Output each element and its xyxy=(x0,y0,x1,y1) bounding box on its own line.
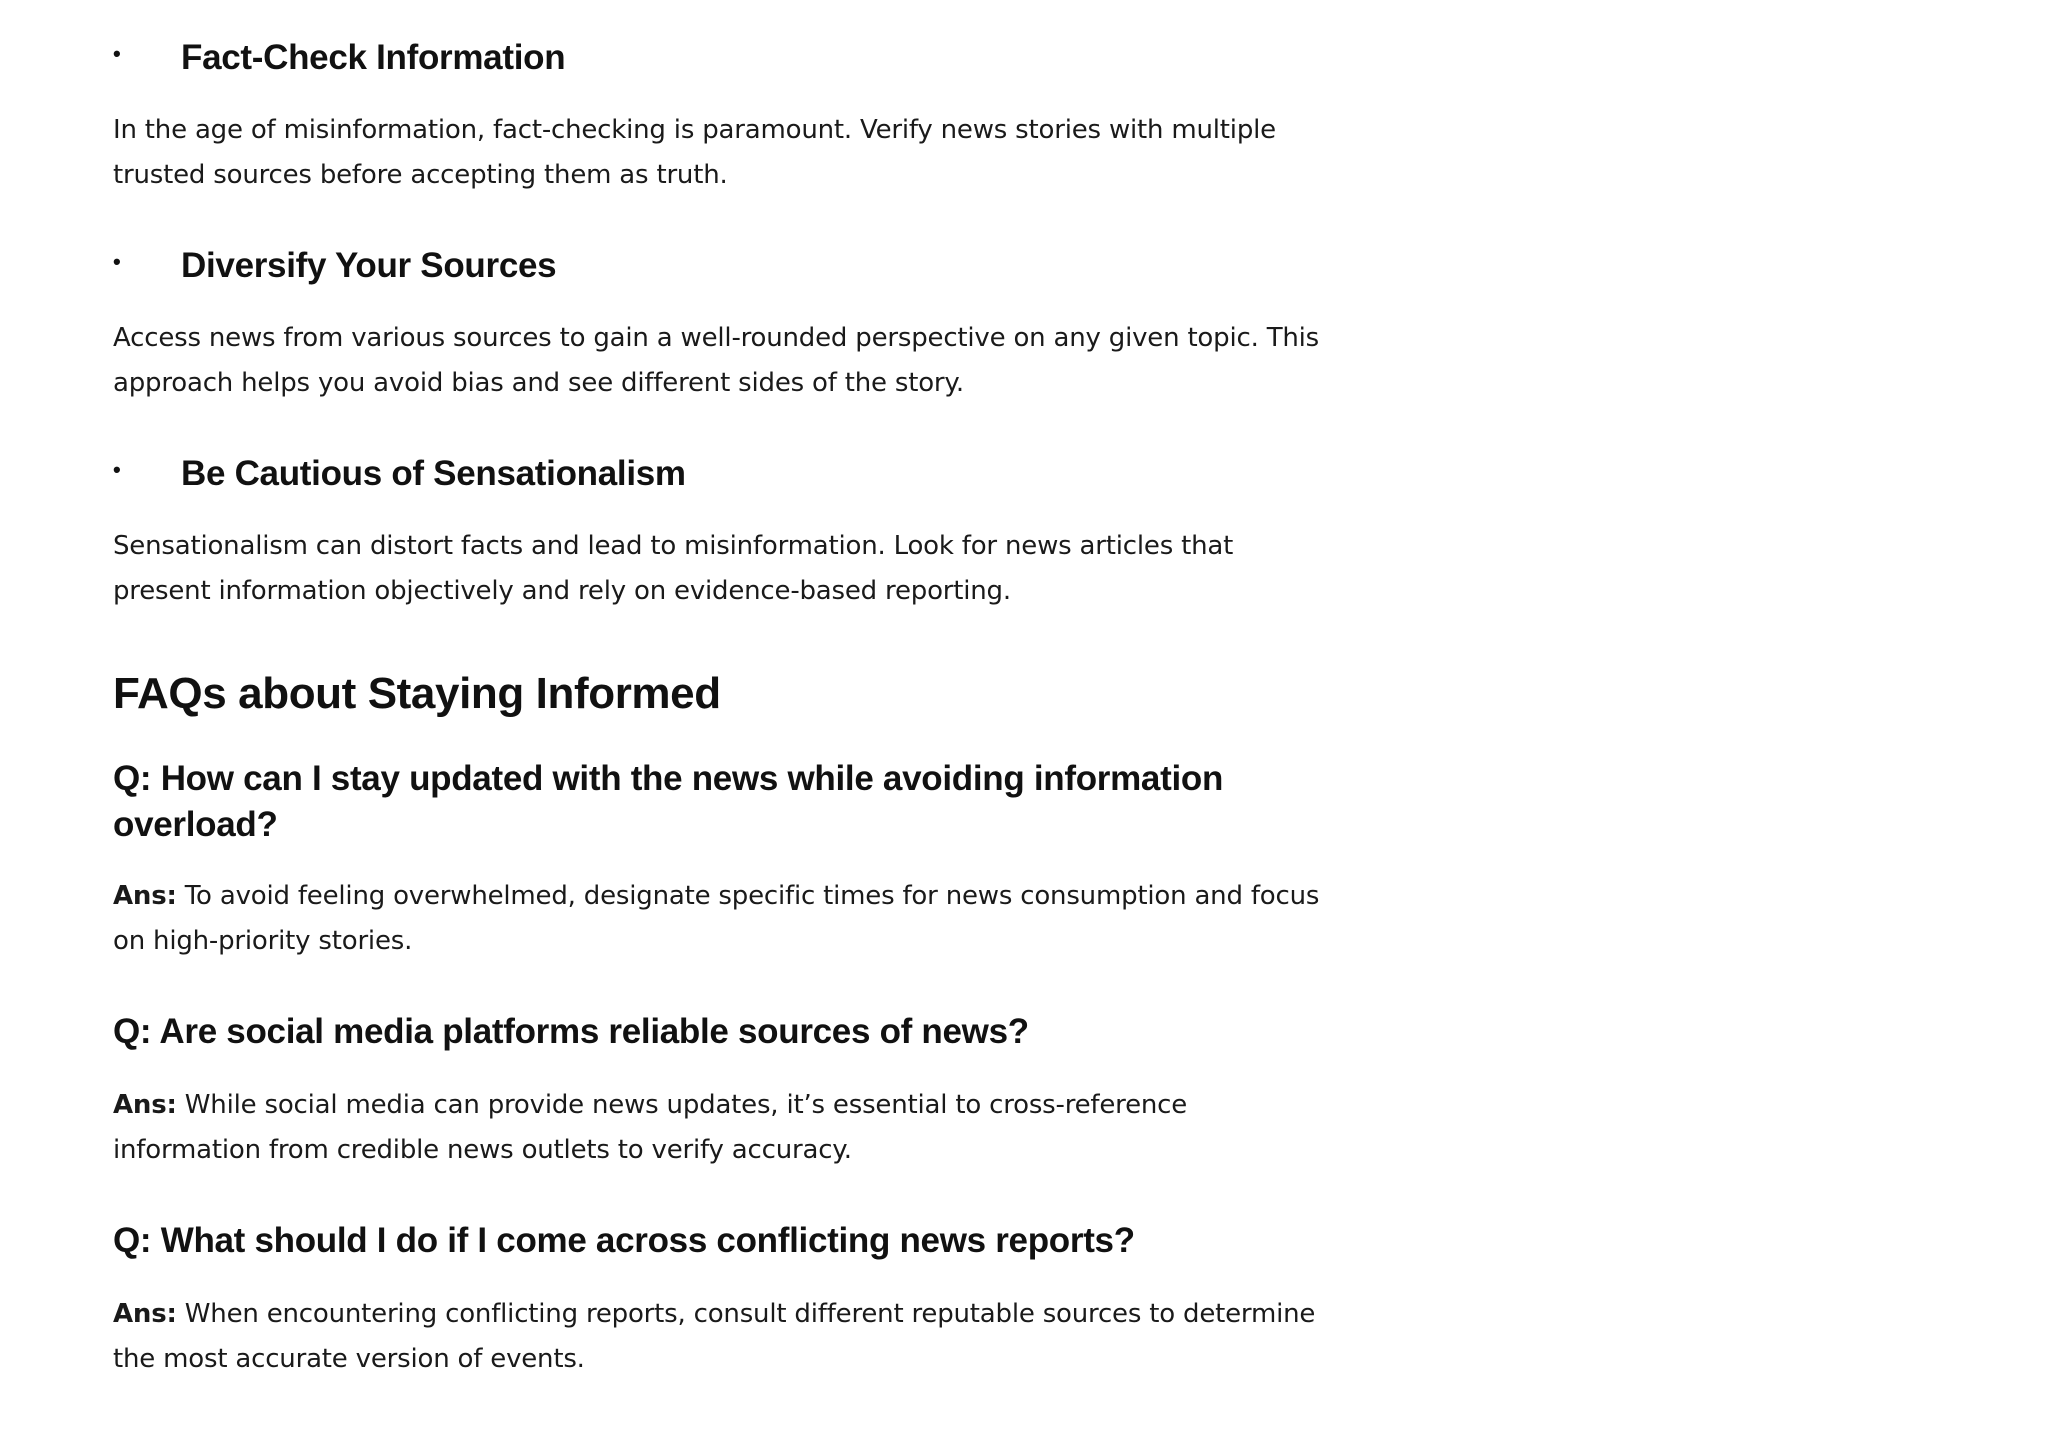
faq-answer xyxy=(113,874,1333,964)
answer-text: To avoid feeling overwhelmed, designate specific times for news consumption and focus on high-priority stories. xyxy=(113,881,1320,956)
faq-question: Q: Are social media platforms reliable sources of news? xyxy=(113,1012,1029,1051)
tip-heading-text: Fact-Check Information xyxy=(181,38,566,77)
tip-heading-sensationalism xyxy=(113,449,686,499)
bullet-icon: • xyxy=(113,41,121,66)
tip-heading-fact-check xyxy=(113,33,565,83)
answer-label: Ans: xyxy=(113,1090,177,1120)
bullet-icon: • xyxy=(113,457,121,482)
faq-answer xyxy=(113,1083,1333,1173)
tip-paragraph-diversify: Access news from various sources to gain a well-rounded perspective on any given topic. This approach helps you avoid bias and see different sides of the story. xyxy=(113,323,1320,398)
answer-label: Ans: xyxy=(113,1299,177,1329)
tip-paragraph-fact-check: In the age of misinformation, fact-checking is paramount. Verify news stories with multiple trusted sources before accepting them as truth. xyxy=(113,115,1276,190)
faq-question: Q: How can I stay updated with the news while avoiding information overload? xyxy=(113,759,1224,844)
tip-heading-text: Diversify Your Sources xyxy=(181,246,557,285)
bullet-icon: • xyxy=(113,249,121,274)
tip-paragraph-sensationalism: Sensationalism can distort facts and lead to misinformation. Look for news articles that present information objectively and rely on evidence-based reporting. xyxy=(113,531,1234,606)
tip-heading-diversify xyxy=(113,241,556,291)
faq-section-title: FAQs about Staying Informed xyxy=(113,669,721,718)
faq-question: Q: What should I do if I come across conflicting news reports? xyxy=(113,1221,1135,1260)
answer-text: While social media can provide news updates, it’s essential to cross-reference information from credible news outlets to verify accuracy. xyxy=(113,1090,1188,1165)
tip-heading-text: Be Cautious of Sensationalism xyxy=(181,454,686,493)
faq-answer xyxy=(113,1292,1333,1382)
answer-text: When encountering conflicting reports, consult different reputable sources to determine the most accurate version of events. xyxy=(113,1299,1316,1374)
answer-label: Ans: xyxy=(113,881,177,911)
